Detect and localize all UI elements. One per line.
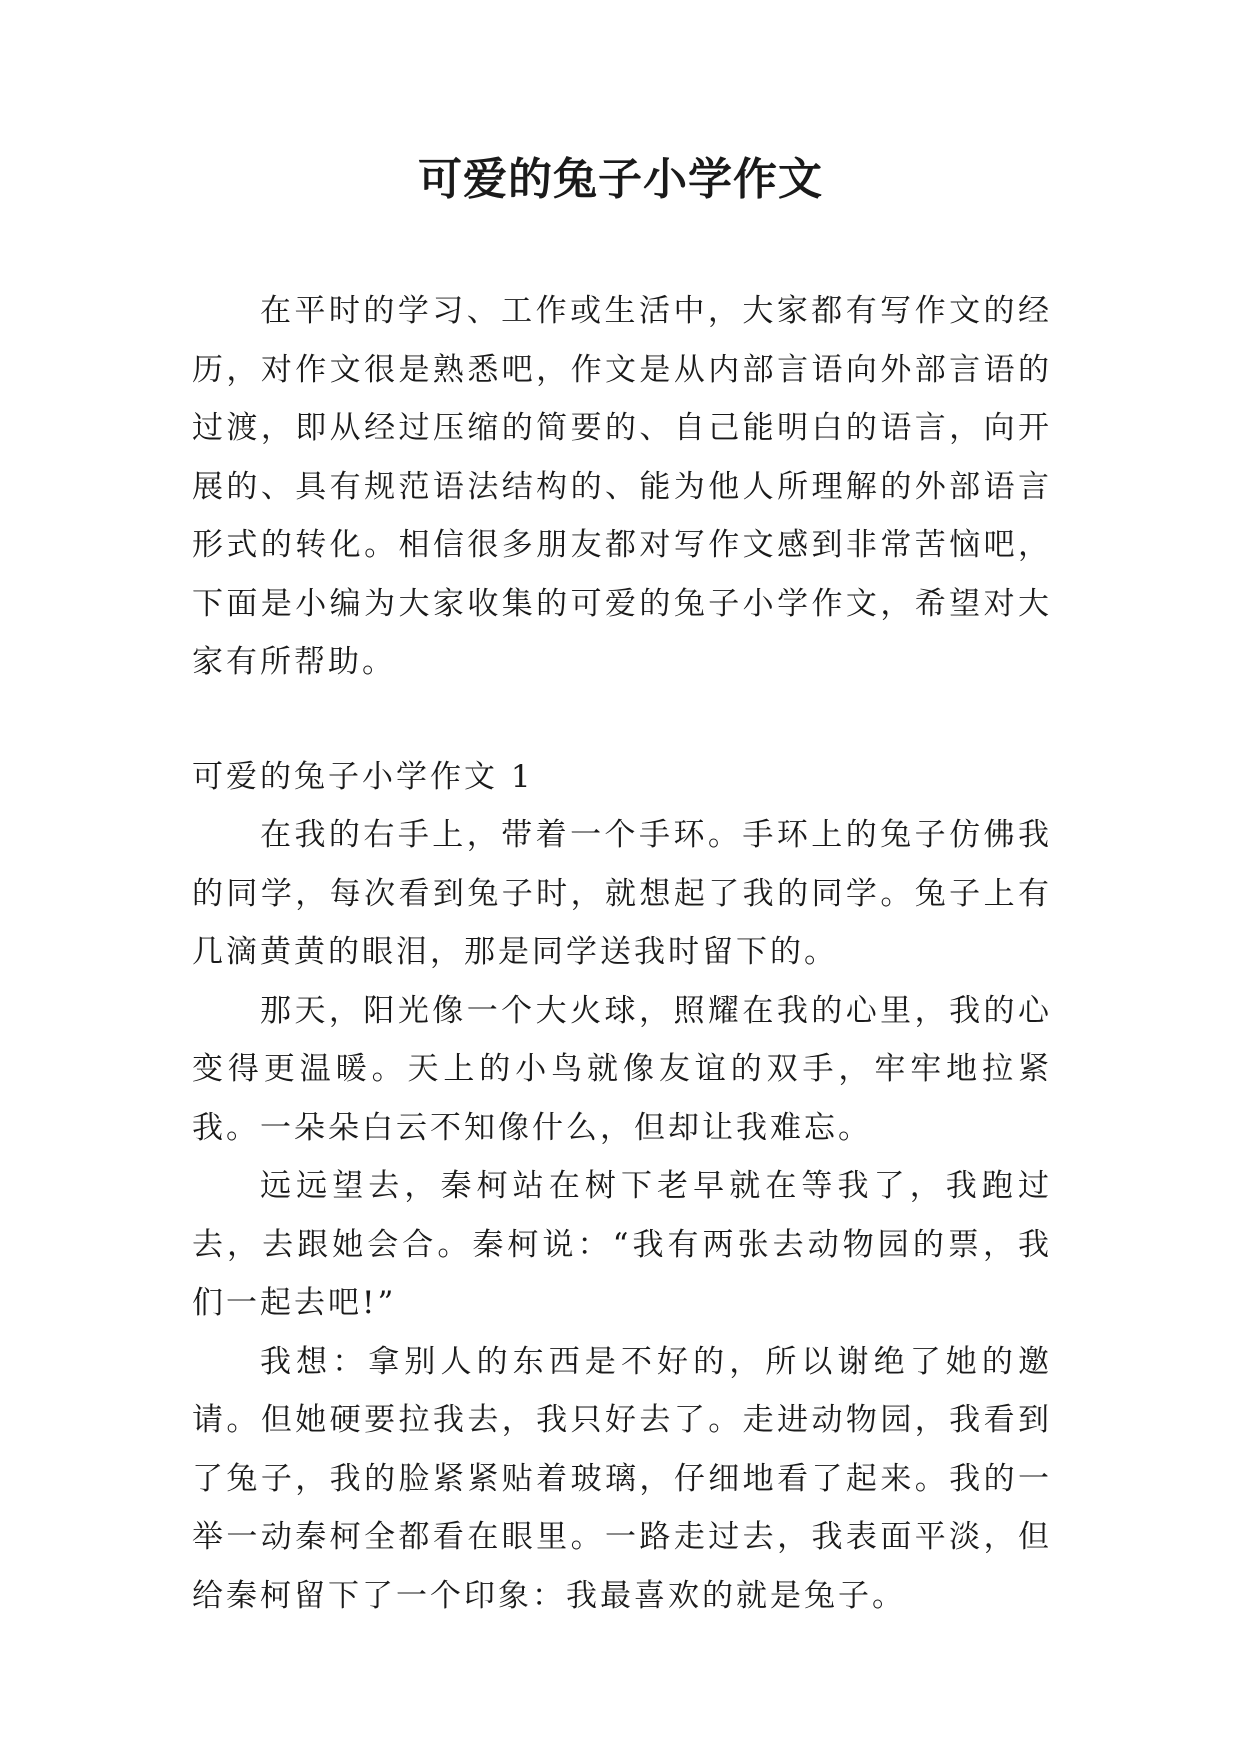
document-body bbox=[192, 282, 1052, 1625]
section-heading: 可爱的兔子小学作文 1 bbox=[192, 758, 534, 795]
document-title: 可爱的兔子小学作文 bbox=[418, 154, 823, 205]
body-paragraph-4: 我想：拿别人的东西是不好的，所以谢绝了她的邀请。但她硬要拉我去，我只好去了。走进动物园，我看到了兔子，我的脸紧紧贴着玻璃，仔细地看了起来。我的一举一动秦柯全都看在眼里。一路走过去，我表面平淡，但给秦柯留下了一个印象：我最喜欢的就是兔子。 bbox=[192, 1343, 1052, 1614]
intro-paragraph: 在平时的学习、工作或生活中，大家都有写作文的经历，对作文很是熟悉吧，作文是从内部言语向外部言语的过渡，即从经过压缩的简要的、自己能明白的语言，向开展的、具有规范语法结构的、能为他人所理解的外部语言形式的转化。相信很多朋友都对写作文感到非常苦恼吧，下面是小编为大家收集的可爱的兔子小学作文，希望对大家有所帮助。 bbox=[192, 293, 1052, 680]
body-paragraph-2: 那天，阳光像一个大火球，照耀在我的心里，我的心变得更温暖。天上的小鸟就像友谊的双手，牢牢地拉紧我。一朵朵白云不知像什么，但却让我难忘。 bbox=[192, 992, 1052, 1146]
body-paragraph-1: 在我的右手上，带着一个手环。手环上的兔子仿佛我的同学，每次看到兔子时，就想起了我的同学。兔子上有几滴黄黄的眼泪，那是同学送我时留下的。 bbox=[192, 817, 1052, 970]
body-paragraph-3: 远远望去，秦柯站在树下老早就在等我了，我跑过去，去跟她会合。秦柯说：“我有两张去动物园的票，我们一起去吧!” bbox=[192, 1168, 1052, 1321]
